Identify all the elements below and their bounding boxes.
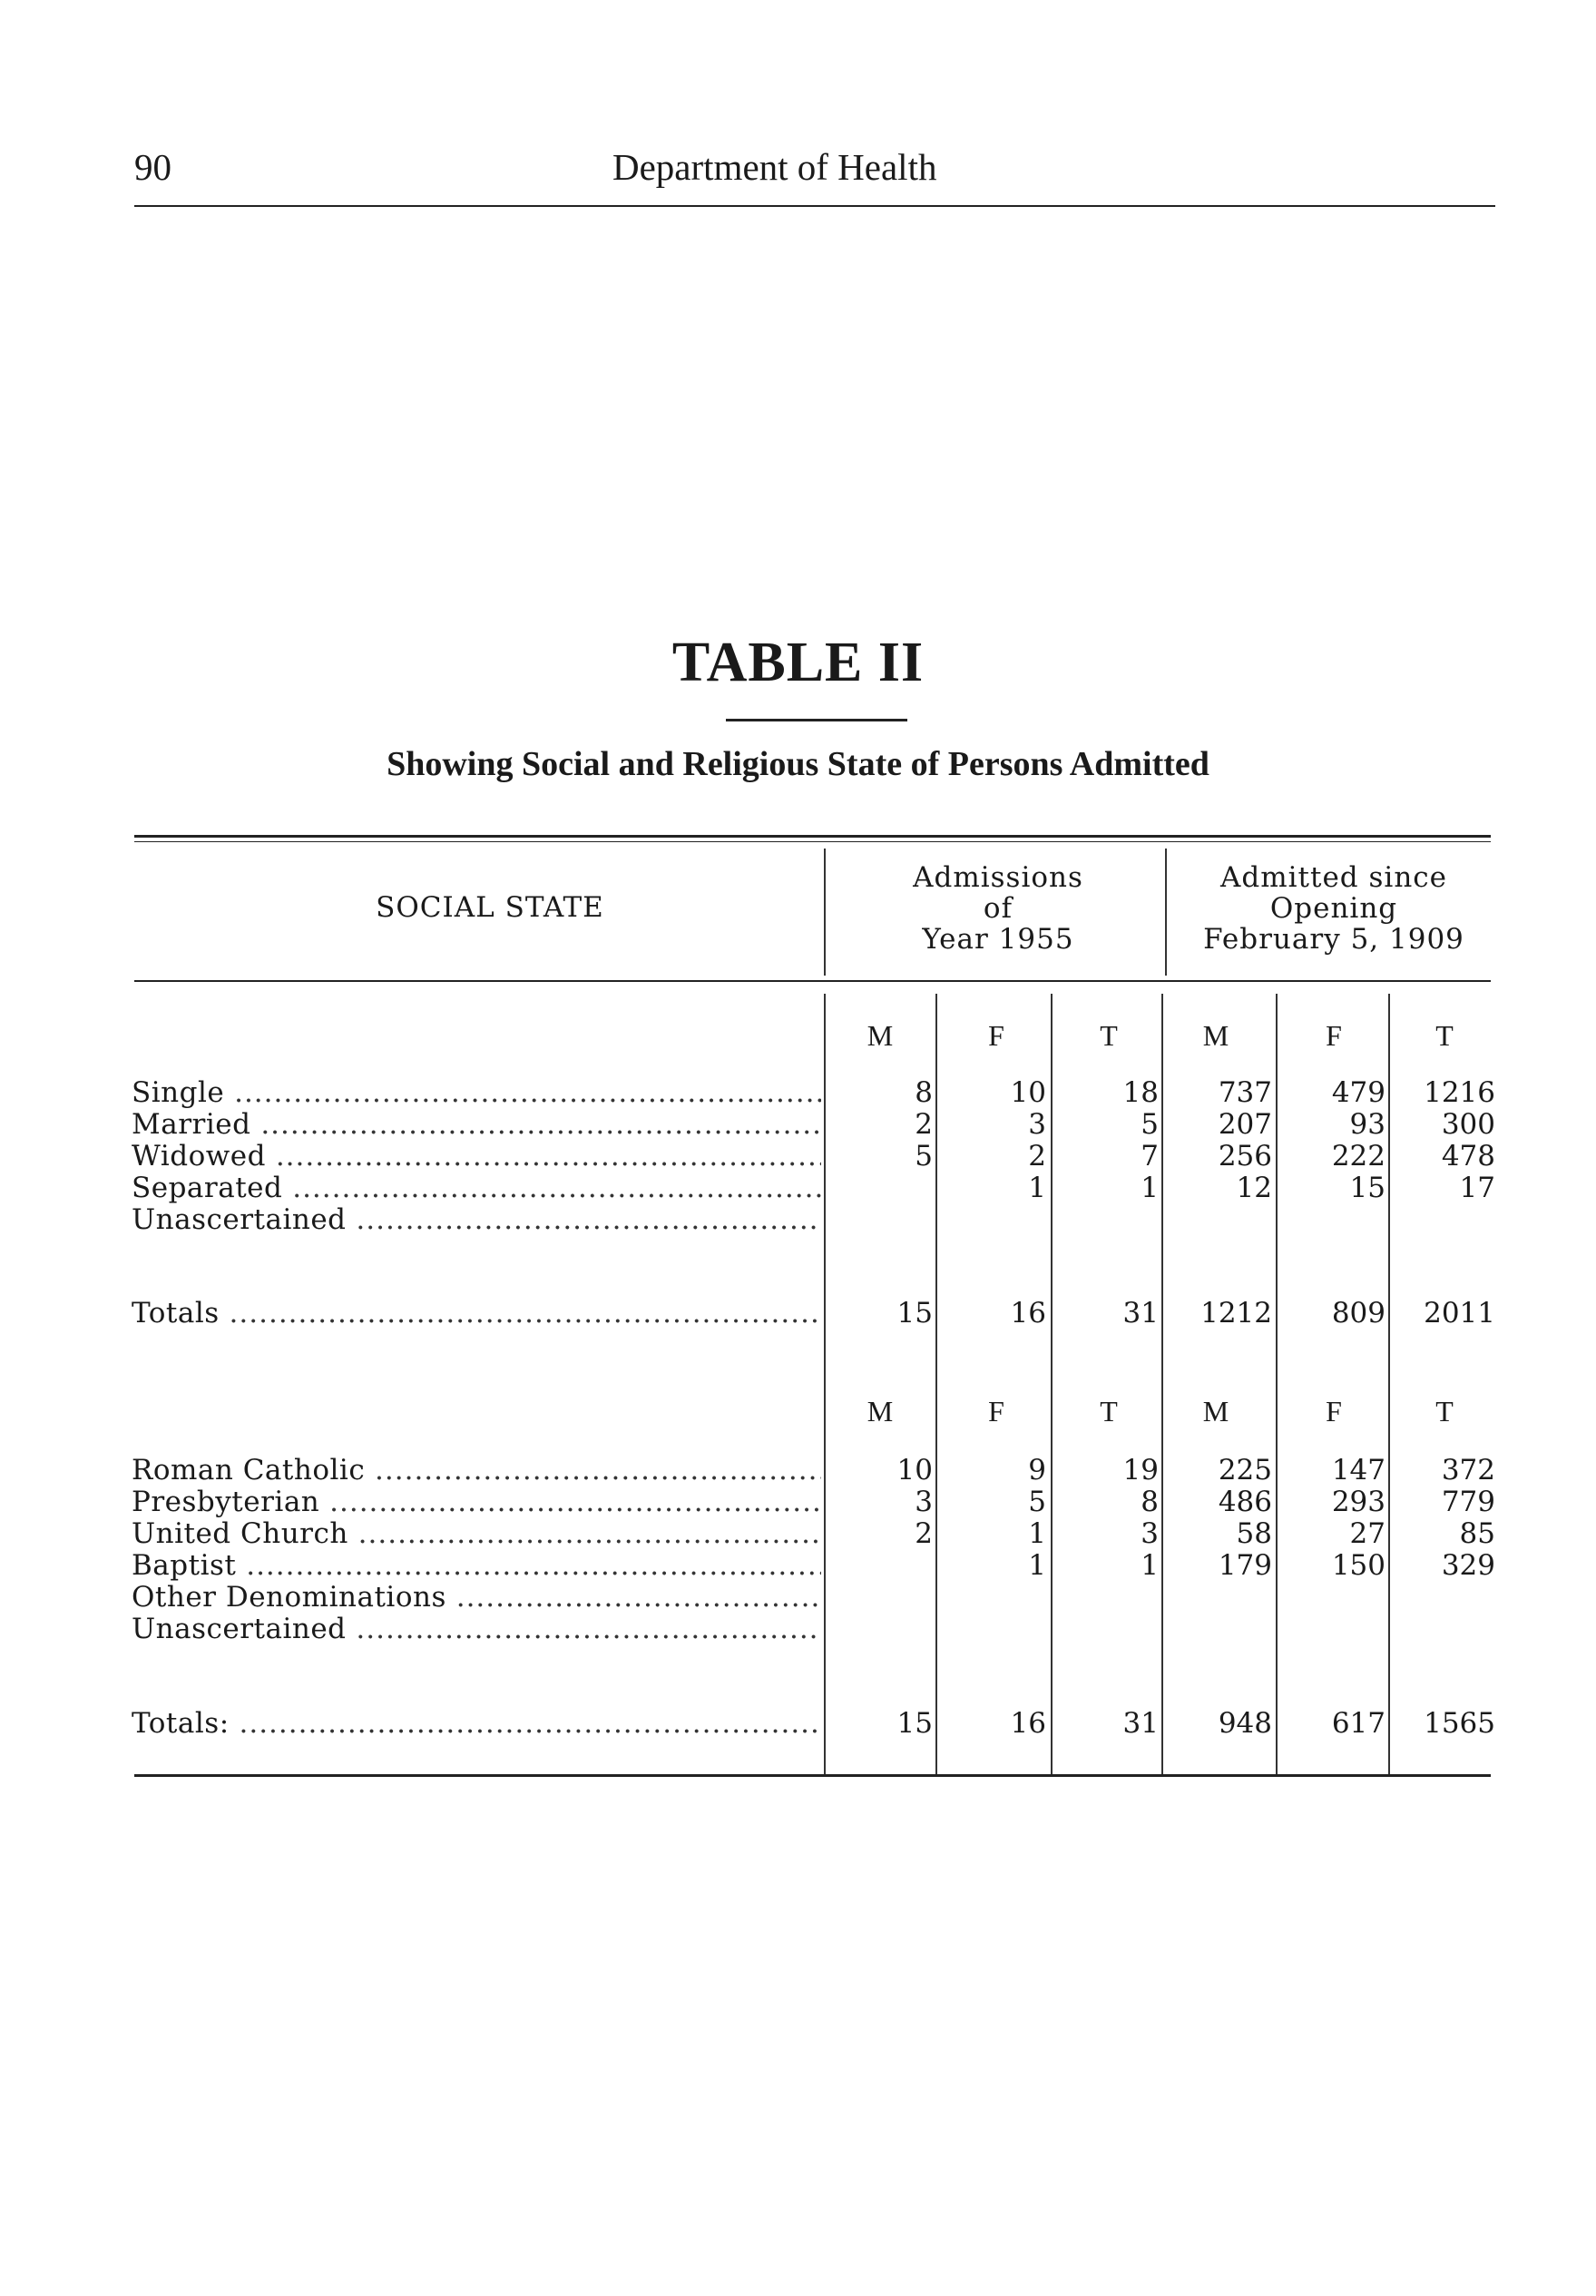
col-label-t-total: T (1435, 1019, 1454, 1052)
table-subtitle: Showing Social and Religious State of Persons Admitted (387, 745, 1209, 783)
religious-row-label: Roman Catholic ..... (132, 1455, 821, 1487)
social-row-value: 300 (1441, 1108, 1495, 1141)
religious-totals-row-value: 31 (1122, 1707, 1159, 1740)
social-row-value: 1216 (1424, 1076, 1495, 1109)
religious-row-label: Presbyterian ..... (132, 1487, 821, 1518)
social-row-value: 17 (1459, 1172, 1495, 1204)
social-totals-row-value: 2011 (1424, 1297, 1495, 1330)
col-label-t-total: T (1435, 1395, 1454, 1428)
stub-header: SOCIAL STATE (376, 891, 604, 924)
col-label-m-total: M (1202, 1019, 1229, 1052)
title-rule (726, 719, 907, 721)
group2-header: Admitted since Opening February 5, 1909 (1203, 861, 1464, 956)
col-divider-stub (824, 994, 826, 1774)
religious-totals-row-label: Totals: ..... (132, 1708, 821, 1740)
religious-row-value: 779 (1441, 1486, 1495, 1518)
col-divider-5 (1388, 994, 1390, 1774)
page-number: 90 (134, 146, 171, 188)
social-row-value: 256 (1218, 1140, 1272, 1173)
header-divider-1 (824, 849, 826, 976)
social-row-value: 2 (1028, 1140, 1046, 1173)
social-totals-row-value: 809 (1331, 1297, 1385, 1330)
religious-row-value: 293 (1331, 1486, 1385, 1518)
religious-totals-row-value: 617 (1331, 1707, 1385, 1740)
religious-row-value: 179 (1218, 1549, 1272, 1582)
header-rule (134, 205, 1495, 207)
social-row-value: 479 (1331, 1076, 1385, 1109)
col-label-f-total: F (1326, 1019, 1342, 1052)
religious-row-value: 1 (1141, 1549, 1159, 1582)
social-row-value: 3 (1028, 1108, 1046, 1141)
social-row-value: 8 (915, 1076, 933, 1109)
religious-row-label: United Church ..... (132, 1518, 821, 1550)
religious-row-value: 2 (915, 1517, 933, 1550)
social-row-value: 7 (1141, 1140, 1159, 1173)
col-label-m-1955: M (867, 1395, 894, 1428)
religious-row-value: 85 (1459, 1517, 1495, 1550)
social-totals-row-value: 31 (1122, 1297, 1159, 1330)
religious-row-value: 147 (1331, 1454, 1385, 1487)
group1-header: Admissions of Year 1955 (913, 861, 1083, 956)
religious-row-value: 9 (1028, 1454, 1046, 1487)
religious-row-value: 58 (1236, 1517, 1272, 1550)
col-label-f-total: F (1326, 1395, 1342, 1428)
religious-totals-row-value: 1565 (1424, 1707, 1495, 1740)
religious-row-value: 150 (1331, 1549, 1385, 1582)
religious-row-label: Baptist ..... (132, 1550, 821, 1582)
col-label-f-1955: F (988, 1019, 1004, 1052)
col-label-m-total: M (1202, 1395, 1229, 1428)
social-row-label: Separated ..... (132, 1173, 821, 1204)
social-row-value: 737 (1218, 1076, 1272, 1109)
social-row-value: 5 (1141, 1108, 1159, 1141)
social-row-value: 15 (1349, 1172, 1385, 1204)
social-totals-row-value: 16 (1010, 1297, 1046, 1330)
social-row-value: 222 (1331, 1140, 1385, 1173)
table-top-rule (134, 835, 1491, 838)
social-row-label: Married ..... (132, 1109, 821, 1141)
religious-row-value: 1 (1028, 1549, 1046, 1582)
social-row-value: 93 (1349, 1108, 1385, 1141)
social-row-value: 2 (915, 1108, 933, 1141)
running-head: Department of Health (612, 146, 937, 188)
social-row-value: 5 (915, 1140, 933, 1173)
col-label-t-1955: T (1100, 1395, 1118, 1428)
religious-row-label: Other Denominations ..... (132, 1582, 821, 1614)
social-row-label: Widowed ..... (132, 1141, 821, 1173)
religious-row-value: 225 (1218, 1454, 1272, 1487)
table-bottom-rule (134, 1774, 1491, 1777)
religious-totals-row-value: 948 (1218, 1707, 1272, 1740)
social-totals-row-value: 1212 (1200, 1297, 1272, 1330)
col-divider-3 (1161, 994, 1163, 1774)
social-row-value: 1 (1028, 1172, 1046, 1204)
social-row-label: Unascertained ..... (132, 1204, 821, 1236)
col-label-m-1955: M (867, 1019, 894, 1052)
col-label-t-1955: T (1100, 1019, 1118, 1052)
social-row-value: 18 (1122, 1076, 1159, 1109)
social-row-value: 207 (1218, 1108, 1272, 1141)
social-totals-row-label: Totals ..... (132, 1298, 821, 1330)
col-label-f-1955: F (988, 1395, 1004, 1428)
religious-row-value: 486 (1218, 1486, 1272, 1518)
social-row-value: 12 (1236, 1172, 1272, 1204)
header-bottom-rule (134, 980, 1491, 982)
table-top-rule-thin (134, 841, 1491, 842)
religious-row-value: 27 (1349, 1517, 1385, 1550)
social-row-value: 10 (1010, 1076, 1046, 1109)
religious-row-value: 10 (896, 1454, 933, 1487)
col-divider-2 (1051, 994, 1053, 1774)
religious-row-value: 1 (1028, 1517, 1046, 1550)
religious-row-value: 5 (1028, 1486, 1046, 1518)
religious-row-value: 329 (1441, 1549, 1495, 1582)
table-title: TABLE II (671, 632, 925, 693)
religious-row-value: 3 (1141, 1517, 1159, 1550)
religious-row-label: Unascertained ..... (132, 1614, 821, 1645)
religious-row-value: 372 (1441, 1454, 1495, 1487)
religious-row-value: 8 (1141, 1486, 1159, 1518)
social-row-label: Single ..... (132, 1077, 821, 1109)
religious-totals-row-value: 16 (1010, 1707, 1046, 1740)
col-divider-4 (1276, 994, 1278, 1774)
religious-row-value: 3 (915, 1486, 933, 1518)
header-divider-2 (1165, 849, 1167, 976)
religious-totals-row-value: 15 (896, 1707, 933, 1740)
col-divider-1 (935, 994, 937, 1774)
social-row-value: 478 (1441, 1140, 1495, 1173)
social-row-value: 1 (1141, 1172, 1159, 1204)
social-totals-row-value: 15 (896, 1297, 933, 1330)
religious-row-value: 19 (1122, 1454, 1159, 1487)
